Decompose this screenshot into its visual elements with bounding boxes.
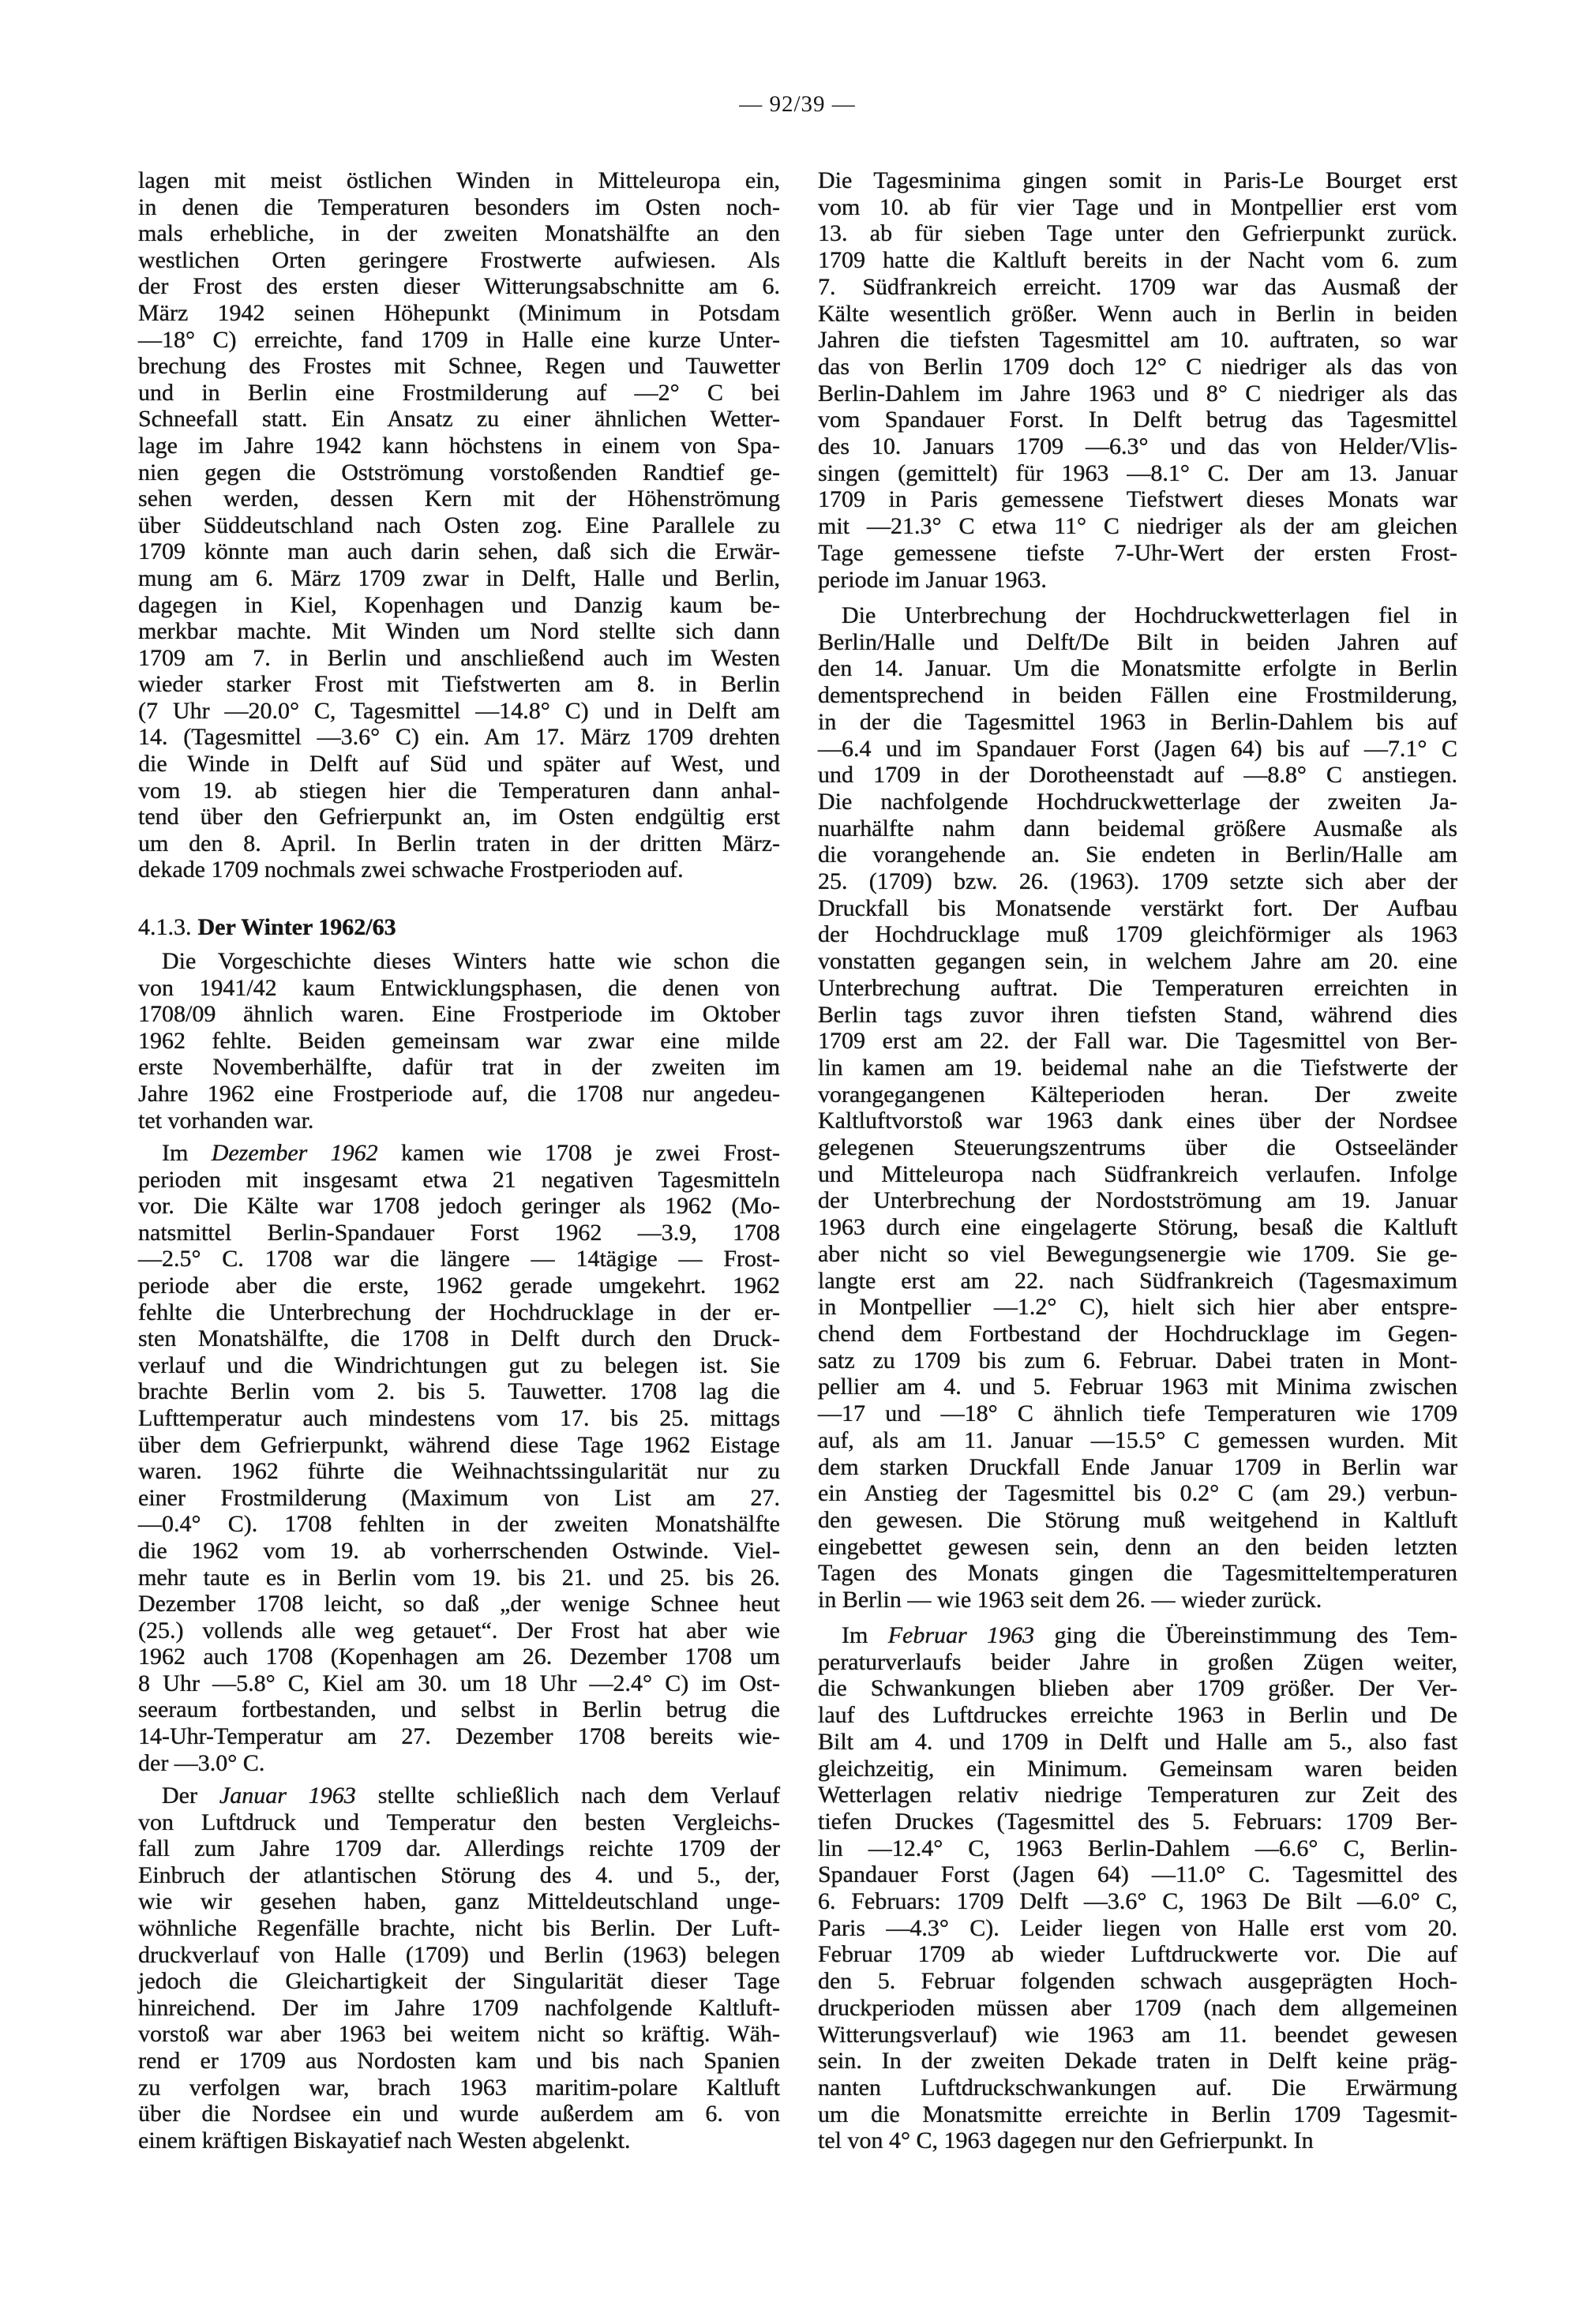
italic-text: Februar 1963 [887,1622,1035,1648]
text-line: in Montpellier —1.2° C), hielt sich hier aber entspre- [818,1294,1457,1321]
text-line: Wetterlagen relativ niedrige Temperaturen zur Zeit des [818,1782,1457,1809]
text-line: die 1962 vom 19. ab vorherrschenden Ostwinde. Viel- [138,1537,780,1564]
text-line: seeraum fortbestanden, und selbst in Berlin betrug die [138,1696,780,1723]
text-line: druckperioden müssen aber 1709 (nach dem allgemeinen [818,1994,1457,2021]
text-line: vom 10. ab für vier Tage und in Montpellier erst vom [818,193,1457,220]
text-line: zu verfolgen war, brach 1963 maritim-polare Kaltluft [138,2074,780,2101]
text-line: vom 19. ab stiegen hier die Temperaturen dann anhal- [138,777,780,804]
text-line: über Süddeutschland nach Osten zog. Eine Parallele zu [138,512,780,538]
text-line: 1709 hatte die Kaltluft bereits in der Nacht vom 6. zum [818,247,1457,274]
text-line: 1709 am 7. in Berlin und anschließend auch im Westen [138,644,780,671]
text-line: lin —12.4° C, 1963 Berlin-Dahlem —6.6° C, Berlin- [818,1835,1457,1861]
text-line: Berlin/Halle und Delft/De Bilt in beiden Jahren auf [818,628,1457,655]
text-line [138,1140,780,1167]
text-line: 1709 erst am 22. der Fall war. Die Tagesmittel von Ber- [818,1028,1457,1055]
text-line: sein. In der zweiten Dekade traten in Delft keine präg- [818,2048,1457,2075]
text-line: brechung des Frostes mit Schnee, Regen und Tauwetter [138,353,780,380]
text-line: Witterungsverlauf) wie 1963 am 11. beendet gewesen [818,2021,1457,2048]
text-line: den gewesen. Die Störung muß weitgehend in Kaltluft [818,1506,1457,1533]
text-line: Jahre 1962 eine Frostperiode auf, die 1708 nur angedeu- [138,1080,780,1107]
text-line: auf, als am 11. Januar —15.5° C gemessen wurden. Mit [818,1426,1457,1453]
text-line: tel von 4° C, 1963 dagegen nur den Gefrierpunkt. In [818,2127,1314,2154]
text-line: Unterbrechung auftrat. Die Temperaturen erreichten in [818,974,1457,1001]
text-line: nuarhälfte nahm dann beidemal größere Ausmaße als [818,815,1457,842]
text-line: 1962 fehlte. Beiden gemeinsam war zwar eine milde [138,1027,780,1054]
text-line: 14-Uhr-Temperatur am 27. Dezember 1708 bereits wie- [138,1723,780,1750]
section-heading [138,914,780,941]
text-line: den 5. Februar folgenden schwach ausgeprägten Hoch- [818,1968,1457,1995]
text-line: Die nachfolgende Hochdruckwetterlage der zweiten Ja- [818,788,1457,815]
text-line: 1962 auch 1708 (Kopenhagen am 26. Dezember 1708 um [138,1644,780,1670]
text-line: natsmittel Berlin-Spandauer Forst 1962 —3.9, 1708 [138,1219,780,1246]
text-line: lauf des Luftdruckes erreichte 1963 in Berlin und De [818,1702,1457,1729]
text-line: einer Frostmilderung (Maximum von List am 27. [138,1484,780,1511]
text-line: die Schwankungen blieben aber 1709 größer. Der Ver- [818,1675,1457,1702]
text-line: rend er 1709 aus Nordosten kam und bis nach Spanien [138,2047,780,2074]
text-line: der Frost des ersten dieser Witterungsabschnitte am 6. [138,273,780,300]
text-line: Lufttemperatur auch mindestens vom 17. bis 25. mittags [138,1404,780,1431]
text-segment: Im [842,1622,888,1648]
text-line: über die Nordsee ein und wurde außerdem am 6. von [138,2101,780,2127]
section-number: 4.1.3. [138,914,192,940]
text-line: erste Novemberhälfte, dafür trat in der zweiten im [138,1054,780,1081]
text-line [818,1622,1457,1649]
paragraph [138,167,780,883]
text-line: satz zu 1709 bis zum 6. Februar. Dabei traten in Mont- [818,1347,1457,1374]
text-line: der Hochdrucklage muß 1709 gleichförmiger als 1963 [818,921,1457,948]
text-line: dem starken Druckfall Ende Januar 1709 in Berlin war [818,1453,1457,1480]
text-line: von 1941/42 kaum Entwicklungsphasen, die denen von [138,974,780,1001]
text-line: vor. Die Kälte war 1708 jedoch geringer als 1962 (Mo- [138,1193,780,1220]
text-line: ein Anstieg der Tagesmittel bis 0.2° C (am 29.) verbun- [818,1480,1457,1507]
text-line: Einbruch der atlantischen Störung des 4. und 5., der, [138,1861,780,1888]
text-line: mung am 6. März 1709 zwar in Delft, Halle und Berlin, [138,564,780,591]
paragraph [818,602,1457,1614]
text-line: der Unterbrechung der Nordostströmung am 19. Januar [818,1187,1457,1214]
text-line: westlichen Orten geringere Frostwerte aufwiesen. Als [138,246,780,273]
paragraph [818,1622,1457,2154]
text-line [138,1782,780,1809]
text-line: und in Berlin eine Frostmilderung auf —2° C bei [138,379,780,406]
text-line: nien gegen die Ostströmung vorstoßenden Randtief ge- [138,459,780,485]
text-line: und Mitteleuropa nach Südfrankreich verlaufen. Infolge [818,1160,1457,1187]
text-segment: Der [162,1782,219,1809]
text-line: 13. ab für sieben Tage unter den Gefrierpunkt zurück. [818,220,1457,247]
text-line: hinreichend. Der im Jahre 1709 nachfolgende Kaltluft- [138,1994,780,2021]
text-line: gleichzeitig, ein Minimum. Gemeinsam waren beiden [818,1755,1457,1782]
text-line: Paris —4.3° C). Leider liegen von Halle erst vom 20. [818,1914,1457,1941]
text-line: dekade 1709 nochmals zwei schwache Frostperioden auf. [138,857,684,883]
text-line: 1963 durch eine eingelagerte Störung, besaß die Kaltluft [818,1214,1457,1241]
text-line: lagen mit meist östlichen Winden in Mitteleuropa ein, [138,167,780,193]
text-line: mals erhebliche, in der zweiten Monatshälfte an den [138,220,780,247]
text-line: periode im Januar 1963. [818,566,1047,593]
text-line: dagegen in Kiel, Kopenhagen und Danzig kaum be- [138,591,780,618]
text-line: vonstatten gegangen sein, in welchem Jahre am 20. eine [818,948,1457,975]
text-line: Berlin-Dahlem im Jahre 1963 und 8° C niedriger als das [818,380,1457,407]
text-line: Jahren die tiefsten Tagesmittel am 10. auftraten, so war [818,327,1457,354]
text-line: um die Monatsmitte erreichte in Berlin 1709 Tagesmit- [818,2101,1457,2127]
text-line: und 1709 in der Dorotheenstadt auf —8.8° C anstiegen. [818,762,1457,789]
text-line: Die Vorgeschichte dieses Winters hatte wie schon die [162,948,780,974]
text-line: Kaltluftvorstoß war 1963 dank eines über der Nordsee [818,1108,1457,1134]
text-line: perioden mit insgesamt etwa 21 negativen Tagesmitteln [138,1166,780,1193]
text-line: lage im Jahre 1942 kann höchstens in einem von Spa- [138,432,780,459]
text-line: —17 und —18° C ähnlich tiefe Temperaturen wie 1709 [818,1400,1457,1427]
text-line: mehr taute es in Berlin vom 19. bis 21. und 25. bis 26. [138,1564,780,1591]
text-line: März 1942 seinen Höhepunkt (Minimum in Potsdam [138,299,780,326]
text-line: Spandauer Forst (Jagen 64) —11.0° C. Tagesmittel des [818,1861,1457,1888]
paragraph [138,1782,780,2153]
text-line: tet vorhanden war. [138,1107,314,1134]
text-line: 25. (1709) bzw. 26. (1963). 1709 setzte sich aber der [818,868,1457,895]
text-line: waren. 1962 führte die Weihnachtssingularität nur zu [138,1458,780,1485]
text-line: das von Berlin 1709 doch 12° C niedriger als das von [818,353,1457,380]
text-line: dementsprechend in beiden Fällen eine Frostmilderung, [818,682,1457,709]
text-line: wieder starker Frost mit Tiefstwerten am 8. in Berlin [138,671,780,698]
text-segment: ging die Übereinstimmung des Tem- [1034,1622,1457,1648]
text-line: Die Tagesminima gingen somit in Paris-Le Bourget erst [818,167,1457,193]
text-line: 8 Uhr —5.8° C, Kiel am 30. um 18 Uhr —2.4° C) im Ost- [138,1670,780,1696]
text-line: um den 8. April. In Berlin traten in der dritten März- [138,830,780,857]
text-line: sehen werden, dessen Kern mit der Höhenströmung [138,485,780,512]
paragraph [138,1140,780,1776]
paragraph [138,948,780,1134]
text-line: fall zum Jahre 1709 dar. Allerdings reichte 1709 der [138,1835,780,1862]
text-line: vorstoß war aber 1963 bei weitem nicht so kräftig. Wäh- [138,2021,780,2048]
text-segment: stellte schließlich nach dem Verlauf [355,1782,780,1809]
text-line: lin kamen am 19. beidemal nahe an die Tiefstwerte der [818,1054,1457,1081]
text-line: fehlte die Unterbrechung der Hochdrucklage in der er- [138,1299,780,1325]
text-line: von Luftdruck und Temperatur den besten Vergleichs- [138,1809,780,1835]
text-line: Kälte wesentlich größer. Wenn auch in Berlin in beiden [818,300,1457,327]
section-title: Der Winter 1962/63 [197,914,396,940]
text-line: langte erst am 22. nach Südfrankreich (Tagesmaximum [818,1267,1457,1294]
text-line: in denen die Temperaturen besonders im Osten noch- [138,193,780,220]
text-line: —18° C) erreichte, fand 1709 in Halle eine kurze Unter- [138,326,780,353]
text-segment: kamen wie 1708 je zwei Frost- [377,1140,780,1166]
text-line: mit —21.3° C etwa 11° C niedriger als der am gleichen [818,513,1457,540]
text-line: Druckfall bis Monatsende verstärkt fort. Der Aufbau [818,894,1457,921]
text-line: jedoch die Gleichartigkeit der Singularität dieser Tage [138,1968,780,1995]
text-line: über dem Gefrierpunkt, während diese Tage 1962 Eistage [138,1431,780,1458]
text-line: in Berlin — wie 1963 seit dem 26. — wieder zurück. [818,1587,1322,1614]
text-line: 1709 könnte man auch darin sehen, daß sich die Erwär- [138,538,780,565]
text-line: 1709 in Paris gemessene Tiefstwert dieses Monats war [818,486,1457,513]
text-line: einem kräftigen Biskayatief nach Westen abgelenkt. [138,2127,631,2153]
text-line: nanten Luftdruckschwankungen auf. Die Erwärmung [818,2074,1457,2101]
text-line: gelegenen Steuerungszentrums über die Ostseeländer [818,1134,1457,1161]
text-line: sten Monatshälfte, die 1708 in Delft durch den Druck- [138,1325,780,1352]
text-line: 14. (Tagesmittel —3.6° C) ein. Am 17. März 1709 drehten [138,724,780,751]
text-line: druckverlauf von Halle (1709) und Berlin (1963) belegen [138,1941,780,1968]
text-line: den 14. Januar. Um die Monatsmitte erfolgte in Berlin [818,655,1457,682]
italic-text: Dezember 1962 [211,1140,378,1166]
text-line: verlauf und die Windrichtungen gut zu belegen ist. Sie [138,1351,780,1378]
text-line: die vorangehende an. Sie endeten in Berlin/Halle am [818,842,1457,868]
text-line: tend über den Gefrierpunkt an, im Osten endgültig erst [138,804,780,830]
italic-text: Januar 1963 [219,1782,356,1809]
text-line: tiefen Druckes (Tagesmittel des 5. Februars: 1709 Ber- [818,1808,1457,1835]
text-line: vom Spandauer Forst. In Delft betrug das Tagesmittel [818,407,1457,433]
text-line: Februar 1709 ab wieder Luftdruckwerte vor. Die auf [818,1941,1457,1968]
text-line: (7 Uhr —20.0° C, Tagesmittel —14.8° C) und in Delft am [138,697,780,724]
text-line: aber nicht so viel Bewegungsenergie wie 1709. Sie ge- [818,1240,1457,1267]
page-number: — 92/39 — [739,92,856,117]
text-line: singen (gemittelt) für 1963 —8.1° C. Der am 13. Januar [818,459,1457,486]
text-line: 6. Februars: 1709 Delft —3.6° C, 1963 De Bilt —6.0° C, [818,1888,1457,1915]
text-line: die Winde in Delft auf Süd und später auf West, und [138,751,780,778]
text-line: Schneefall statt. Ein Ansatz zu einer ähnlichen Wetter- [138,406,780,433]
text-line: 7. Südfrankreich erreicht. 1709 war das Ausmaß der [818,273,1457,300]
text-line: peraturverlaufs beider Jahre in großen Zügen weiter, [818,1648,1457,1675]
text-line: (25.) vollends alle weg getauet“. Der Frost hat aber wie [138,1617,780,1644]
text-line: des 10. Januars 1709 —6.3° und das von Helder/Vlis- [818,433,1457,460]
text-line: chend dem Fortbestand der Hochdrucklage im Gegen- [818,1320,1457,1347]
text-line: vorangegangenen Kälteperioden heran. Der zweite [818,1081,1457,1108]
text-line: wie wir gesehen haben, ganz Mitteldeutschland unge- [138,1888,780,1915]
text-line: periode aber die erste, 1962 gerade umgekehrt. 1962 [138,1272,780,1299]
text-segment: Im [162,1140,212,1166]
text-line: eingebettet gewesen sein, denn an den beiden letzten [818,1533,1457,1560]
text-line: Bilt am 4. und 1709 in Delft und Halle am 5., also fast [818,1728,1457,1755]
text-line: —2.5° C. 1708 war die längere — 14tägige — Frost- [138,1246,780,1273]
text-line: pellier am 4. und 5. Februar 1963 mit Minima zwischen [818,1374,1457,1400]
paragraph [818,167,1457,593]
text-line: brachte Berlin vom 2. bis 5. Tauwetter. 1708 lag die [138,1378,780,1405]
text-line: der —3.0° C. [138,1749,265,1776]
text-line: Dezember 1708 leicht, so daß „der wenige Schnee heut [138,1591,780,1617]
text-line: wöhnliche Regenfälle brachte, nicht bis Berlin. Der Luft- [138,1914,780,1941]
text-line: merkbar machte. Mit Winden um Nord stellte sich dann [138,618,780,645]
text-line: —6.4 und im Spandauer Forst (Jagen 64) bis auf —7.1° C [818,735,1457,762]
text-line: Die Unterbrechung der Hochdruckwetterlagen fiel in [842,602,1457,628]
text-line: Berlin tags zuvor ihren tiefsten Stand, während dies [818,1001,1457,1028]
text-line: —0.4° C). 1708 fehlten in der zweiten Monatshälfte [138,1511,780,1538]
text-line: 1708/09 ähnlich waren. Eine Frostperiode im Oktober [138,1001,780,1028]
text-line: in der die Tagesmittel 1963 in Berlin-Dahlem bis auf [818,708,1457,735]
text-line: Tagen des Monats gingen die Tagesmitteltemperaturen [818,1560,1457,1587]
text-line: Tage gemessene tiefste 7-Uhr-Wert der ersten Frost- [818,539,1457,566]
